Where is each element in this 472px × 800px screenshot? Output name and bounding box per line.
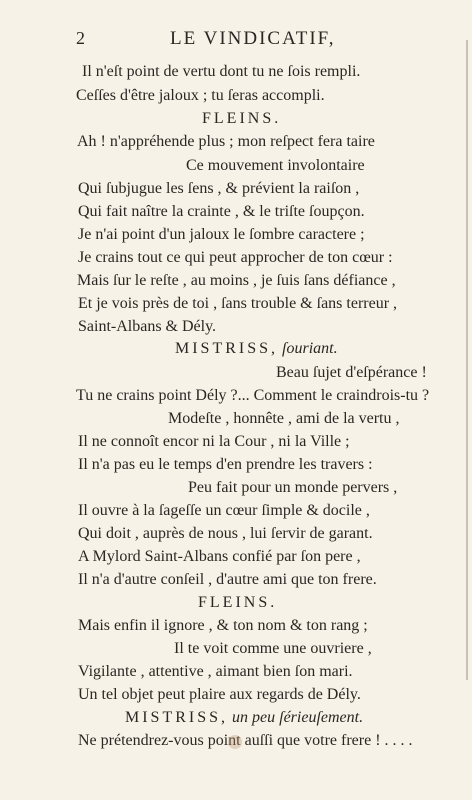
verse-line: Ne prétendrez-vous point auſſi que votre frere ! . . . . [78,732,413,749]
verse-line: Il te voit comme une ouvriere , [174,640,372,657]
verse-line: Mais enfin il ignore , & ton nom & ton rang ; [78,617,368,634]
verse-line: Qui ſubjugue les ſens , & prévient la raiſon , [78,180,360,197]
verse-line: Vigilante , attentive , aimant bien ſon mari. [78,663,353,680]
speaker-name: MISTRISS, [175,340,279,357]
speaker-cue [125,708,363,728]
verse-line: Saint-Albans & Dély. [78,318,217,335]
speaker-name: MISTRISS, [125,709,229,726]
running-title: LE VINDICATIF, [170,28,336,49]
verse-line: Il ouvre à la ſageſſe un cœur ſimple & docile , [78,502,370,519]
verse-line: Je crains tout ce qui peut approcher de ton cœur : [78,249,393,266]
verse-line: Il n'eſt point de vertu dont tu ne ſois rempli. [82,63,361,80]
verse-line: Mais ſur le reſte , au moins , je ſuis ſans défiance , [77,272,396,289]
speaker-name: FLEINS. [198,594,278,611]
page-header [76,28,416,52]
verse-line: Modeſte , honnête , ami de la vertu , [168,410,400,427]
speaker-cue [175,339,338,359]
verse-line: Tu ne crains point Dély ?... Comment le craindrois-tu ? [76,387,430,404]
verse-line: Beau ſujet d'eſpérance ! [276,364,427,381]
verse-line: Qui doit , auprès de nous , lui ſervir de garant. [78,525,373,542]
speaker-name: FLEINS. [202,110,282,127]
verse-line: Et je vois près de toi , ſans trouble & ſans terreur , [78,295,398,312]
verse-line: A Mylord Saint-Albans confié par ſon pere , [78,548,361,565]
page-edge-shadow [466,40,468,680]
stage-direction: un peu ſérieuſement. [232,709,364,726]
verse-line: Ceſſes d'être jaloux ; tu ſeras accompli. [76,87,325,104]
verse-line: Il ne connoît encor ni la Cour , ni la Ville ; [78,433,350,450]
ink-stain [228,735,242,749]
verse-line: Ce mouvement involontaire [186,157,365,174]
page-number: 2 [76,28,85,48]
verse-line: Peu fait pour un monde pervers , [188,479,398,496]
verse-line: Ah ! n'appréhende plus ; mon reſpect fera taire [77,133,375,150]
verse-line: Il n'a d'autre conſeil , d'autre ami que ton frere. [78,571,377,588]
stage-direction: ſouriant. [282,340,338,357]
verse-line: Qui fait naître la crainte , & le triſte ſoupçon. [78,203,365,220]
verse-line: Je n'ai point d'un jaloux le ſombre caractere ; [78,226,365,243]
verse-line: Il n'a pas eu le temps d'en prendre les travers : [78,456,373,473]
verse-line: Un tel objet peut plaire aux regards de Dély. [78,686,361,703]
